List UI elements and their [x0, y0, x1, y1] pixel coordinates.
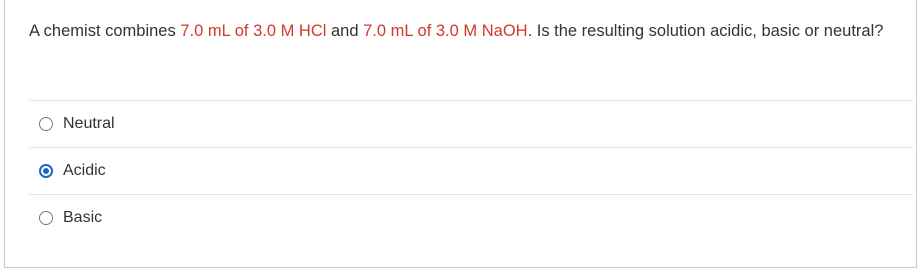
option-label-neutral[interactable]: Neutral	[63, 115, 115, 132]
question-highlight-naoh: 7.0 mL of 3.0 M NaOH	[363, 22, 528, 40]
question-card	[4, 0, 917, 268]
option-acidic[interactable]	[29, 147, 913, 194]
question-part-2: and	[326, 22, 364, 40]
radio-button-basic[interactable]	[39, 211, 53, 225]
question-text	[29, 17, 909, 45]
question-part-3: . Is the resulting solution acidic, basic or neutral?	[527, 22, 884, 40]
option-basic[interactable]	[29, 194, 913, 241]
radio-button-neutral[interactable]	[39, 117, 53, 131]
radio-button-acidic[interactable]	[39, 164, 53, 178]
option-neutral[interactable]	[29, 100, 913, 147]
answer-options	[29, 100, 913, 241]
option-label-basic[interactable]: Basic	[63, 209, 103, 226]
option-label-acidic[interactable]: Acidic	[63, 162, 106, 179]
question-part-1: A chemist combines	[29, 22, 181, 40]
question-highlight-hcl: 7.0 mL of 3.0 M HCl	[180, 22, 327, 40]
